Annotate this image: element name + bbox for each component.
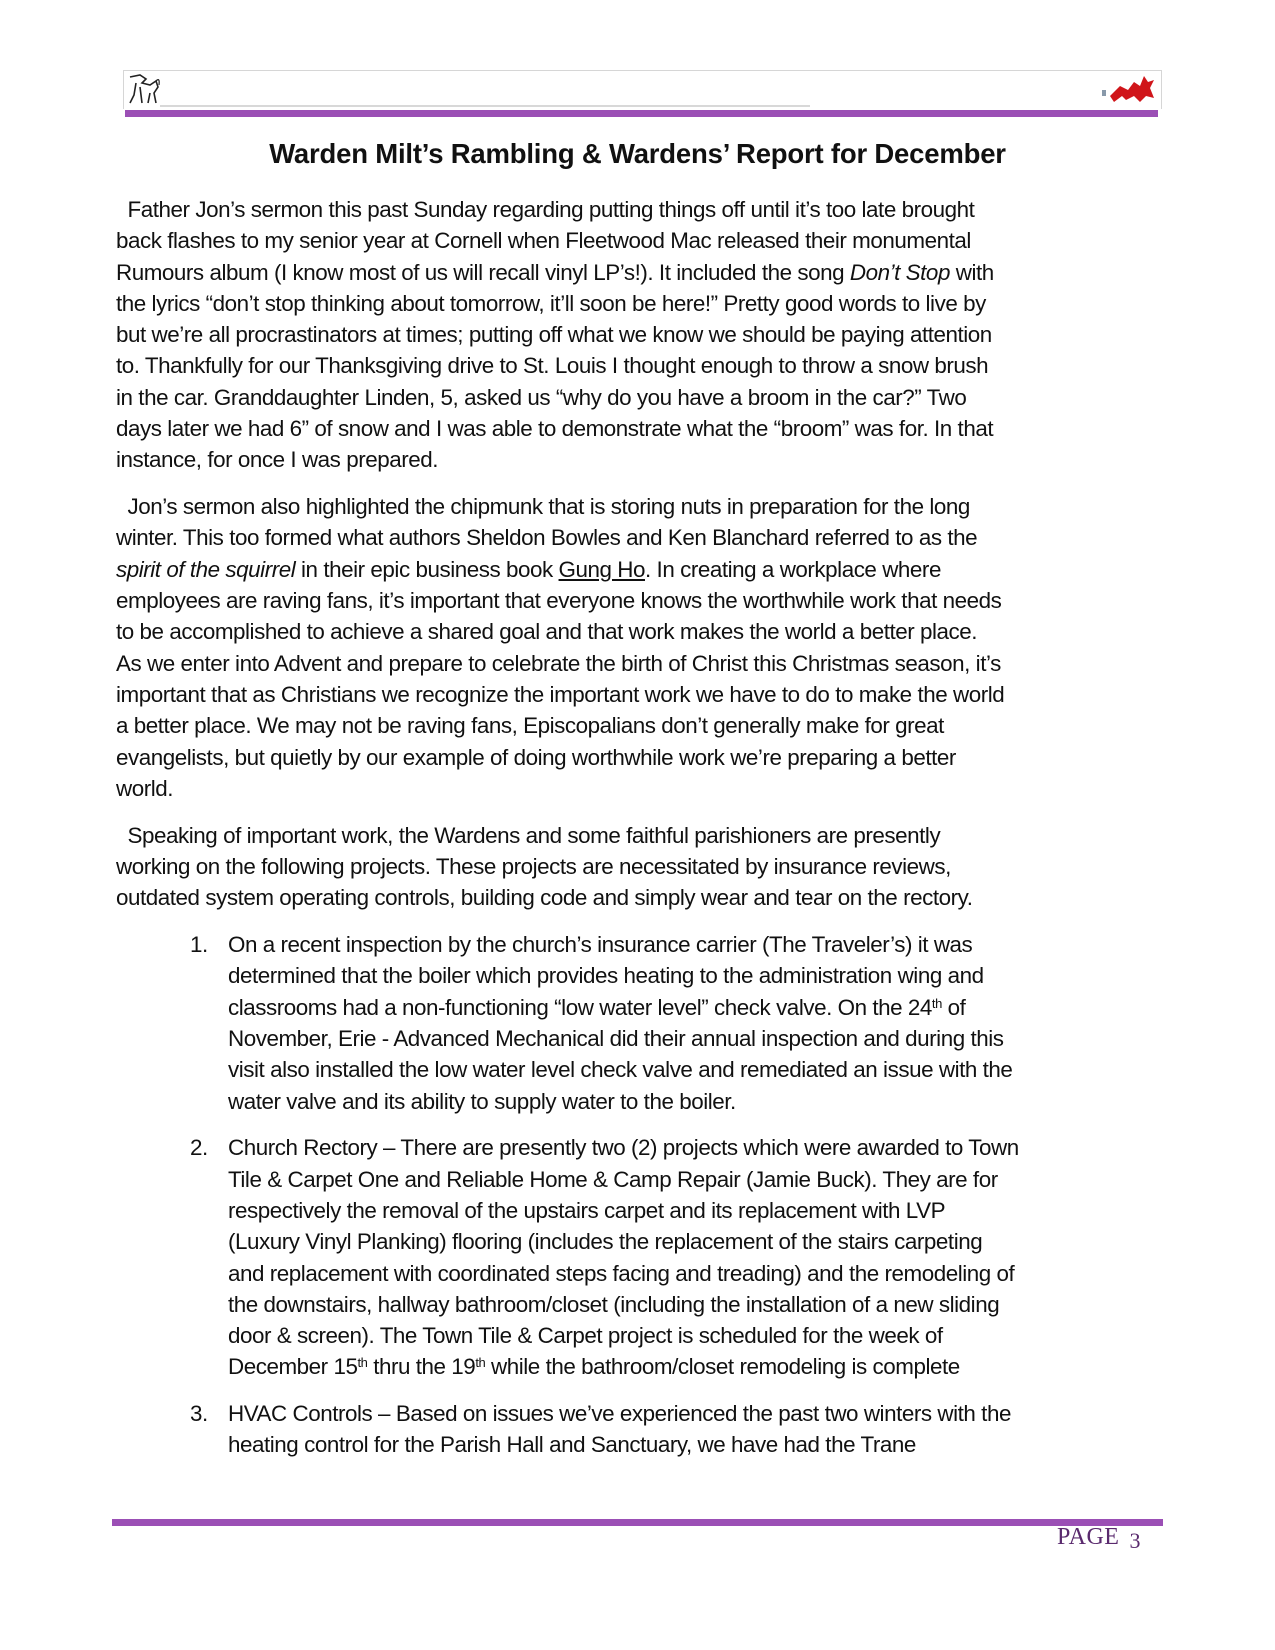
- text-run: Church Rectory – There are presently two (2) projects which were awarded to Town: [228, 1135, 1019, 1161]
- text-run: Speaking of important work, the Wardens and some faithful parishioners are presently: [116, 822, 941, 848]
- text-line: [228, 1289, 1176, 1320]
- project-list: [116, 929, 1176, 1461]
- text-run: classrooms had a non-functioning “low water level” check valve. On the 24: [228, 994, 932, 1020]
- lion-logo-icon: [126, 73, 162, 105]
- text-line: [116, 710, 1176, 741]
- text-line: [228, 1164, 1176, 1195]
- text-run: but we’re all procrastinators at times; putting off what we know we should be paying attention: [116, 322, 992, 348]
- text-run: Rumours album (I know most of us will recall vinyl LP’s!). It included the song: [116, 259, 850, 285]
- text-line: [228, 1086, 1176, 1117]
- text-run: a better place. We may not be raving fans, Episcopalians don’t generally make for great: [116, 713, 944, 739]
- text-line: [116, 616, 1176, 647]
- header-rule: [125, 110, 1158, 117]
- text-line: [116, 257, 1176, 288]
- text-run: while the bathroom/closet remodeling is complete: [485, 1354, 960, 1380]
- text-run: working on the following projects. These projects are necessitated by insurance reviews,: [116, 853, 951, 879]
- text-run: . In creating a workplace where: [645, 556, 941, 582]
- text-line: [228, 960, 1176, 991]
- text-run: instance, for once I was prepared.: [116, 447, 438, 473]
- page-label: PAGE: [1057, 1524, 1120, 1550]
- text-run: (Luxury Vinyl Planking) flooring (includes the replacement of the stairs carpeting: [228, 1229, 983, 1255]
- list-number: 3.: [190, 1401, 208, 1427]
- text-line: [116, 679, 1176, 710]
- text-run: respectively the removal of the upstairs carpet and its replacement with LVP: [228, 1197, 946, 1223]
- text-line: [116, 851, 1176, 882]
- text-line: [116, 648, 1176, 679]
- text-run: water valve and its ability to supply water to the boiler.: [228, 1088, 736, 1114]
- text-run: December 15: [228, 1354, 358, 1380]
- page-number: [1057, 1524, 1141, 1551]
- text-line: [116, 491, 1176, 522]
- text-line: [116, 382, 1176, 413]
- text-run: Father Jon’s sermon this past Sunday regarding putting things off until it’s too late brought: [116, 197, 975, 222]
- text-line: [116, 444, 1176, 475]
- text-run: thru the 19: [367, 1354, 476, 1380]
- text-run: and replacement with coordinated steps facing and treading) and the remodeling of: [228, 1260, 1015, 1286]
- text-line: [228, 992, 1176, 1023]
- paragraph: [116, 820, 1176, 914]
- text-line: [116, 522, 1176, 553]
- italic-text: Don’t Stop: [849, 259, 950, 285]
- italic-text: spirit of the squirrel: [116, 556, 296, 582]
- text-line: [116, 225, 1176, 256]
- text-line: [228, 1195, 1176, 1226]
- list-item: [116, 1398, 1176, 1461]
- footer-rule: [112, 1519, 1163, 1526]
- text-run: heating control for the Parish Hall and Sanctuary, we have had the Trane: [228, 1432, 916, 1458]
- superscript: th: [357, 1355, 368, 1371]
- text-run: the lyrics “don’t stop thinking about tomorrow, it’ll soon be here!” Pretty good words to live by: [116, 290, 986, 316]
- list-item: [116, 929, 1176, 1117]
- text-run: back flashes to my senior year at Cornell when Fleetwood Mac released their monumental: [116, 228, 971, 254]
- text-run: to be accomplished to achieve a shared goal and that work makes the world a better place.: [116, 619, 978, 645]
- text-run: visit also installed the low water level check valve and remediated an issue with the: [228, 1057, 1013, 1083]
- text-run: winter. This too formed what authors Sheldon Bowles and Ken Blanchard referred to as the: [116, 525, 978, 551]
- text-line: [116, 742, 1176, 773]
- text-run: to. Thankfully for our Thanksgiving drive to St. Louis I thought enough to throw a snow brush: [116, 353, 989, 379]
- text-run: days later we had 6” of snow and I was able to demonstrate what the “broom” was for. In that: [116, 416, 994, 442]
- text-line: [116, 882, 1176, 913]
- text-run: in the car. Granddaughter Linden, 5, asked us “why do you have a broom in the car?” Two: [116, 384, 967, 410]
- text-line: [116, 773, 1176, 804]
- text-run: As we enter into Advent and prepare to celebrate the birth of Christ this Christmas season, it’s: [116, 650, 1001, 676]
- text-run: determined that the boiler which provides heating to the administration wing and: [228, 963, 984, 989]
- text-run: Jon’s sermon also highlighted the chipmunk that is storing nuts in preparation for the long: [116, 494, 970, 520]
- text-line: [116, 585, 1176, 616]
- text-line: [228, 1226, 1176, 1257]
- text-line: [116, 554, 1176, 585]
- text-line: [228, 1429, 1176, 1460]
- text-run: in their epic business book: [295, 556, 559, 582]
- paragraph: [116, 491, 1176, 804]
- list-number: 2.: [190, 1135, 208, 1161]
- paragraph: [116, 194, 1176, 476]
- text-line: [116, 194, 1176, 225]
- text-run: HVAC Controls – Based on issues we’ve experienced the past two winters with the: [228, 1401, 1011, 1427]
- red-dragon-logo-icon: [1100, 72, 1156, 106]
- underlined-title: Gung Ho: [558, 556, 645, 582]
- text-run: the downstairs, hallway bathroom/closet (including the installation of a new sliding: [228, 1291, 1000, 1317]
- text-run: world.: [116, 775, 174, 801]
- text-line: [228, 1023, 1176, 1054]
- article-body: [116, 194, 1176, 1476]
- text-line: [228, 1054, 1176, 1085]
- page-title: Warden Milt’s Rambling & Wardens’ Report for December: [269, 138, 1006, 169]
- header-frame: [123, 70, 1162, 109]
- text-run: with: [949, 259, 994, 285]
- text-line: [116, 288, 1176, 319]
- text-run: outdated system operating controls, building code and simply wear and tear on the rectory.: [116, 885, 973, 911]
- text-run: evangelists, but quietly by our example of doing worthwhile work we’re preparing a better: [116, 744, 956, 770]
- text-line: [116, 350, 1176, 381]
- superscript: th: [931, 995, 942, 1011]
- list-item: [116, 1132, 1176, 1382]
- text-run: November, Erie - Advanced Mechanical did their annual inspection and during this: [228, 1025, 1004, 1051]
- text-line: [228, 1398, 1176, 1429]
- text-line: [228, 1258, 1176, 1289]
- header-underline: [160, 105, 810, 107]
- text-line: [228, 1351, 1176, 1382]
- text-line: [116, 413, 1176, 444]
- text-run: important that as Christians we recognize the important work we have to do to make the world: [116, 681, 1005, 707]
- text-run: employees are raving fans, it’s important that everyone knows the worthwhile work that needs: [116, 588, 1002, 614]
- page-number-value: 3: [1129, 1528, 1141, 1553]
- text-run: of: [941, 994, 966, 1020]
- text-line: [228, 1132, 1176, 1163]
- text-line: [116, 319, 1176, 350]
- text-run: door & screen). The Town Tile & Carpet project is scheduled for the week of: [228, 1323, 943, 1349]
- text-line: [116, 820, 1176, 851]
- text-line: [228, 929, 1176, 960]
- list-number: 1.: [190, 932, 208, 958]
- text-line: [228, 1320, 1176, 1351]
- text-run: Tile & Carpet One and Reliable Home & Camp Repair (Jamie Buck). They are for: [228, 1166, 998, 1192]
- text-run: On a recent inspection by the church’s insurance carrier (The Traveler’s) it was: [228, 932, 973, 958]
- superscript: th: [475, 1355, 486, 1371]
